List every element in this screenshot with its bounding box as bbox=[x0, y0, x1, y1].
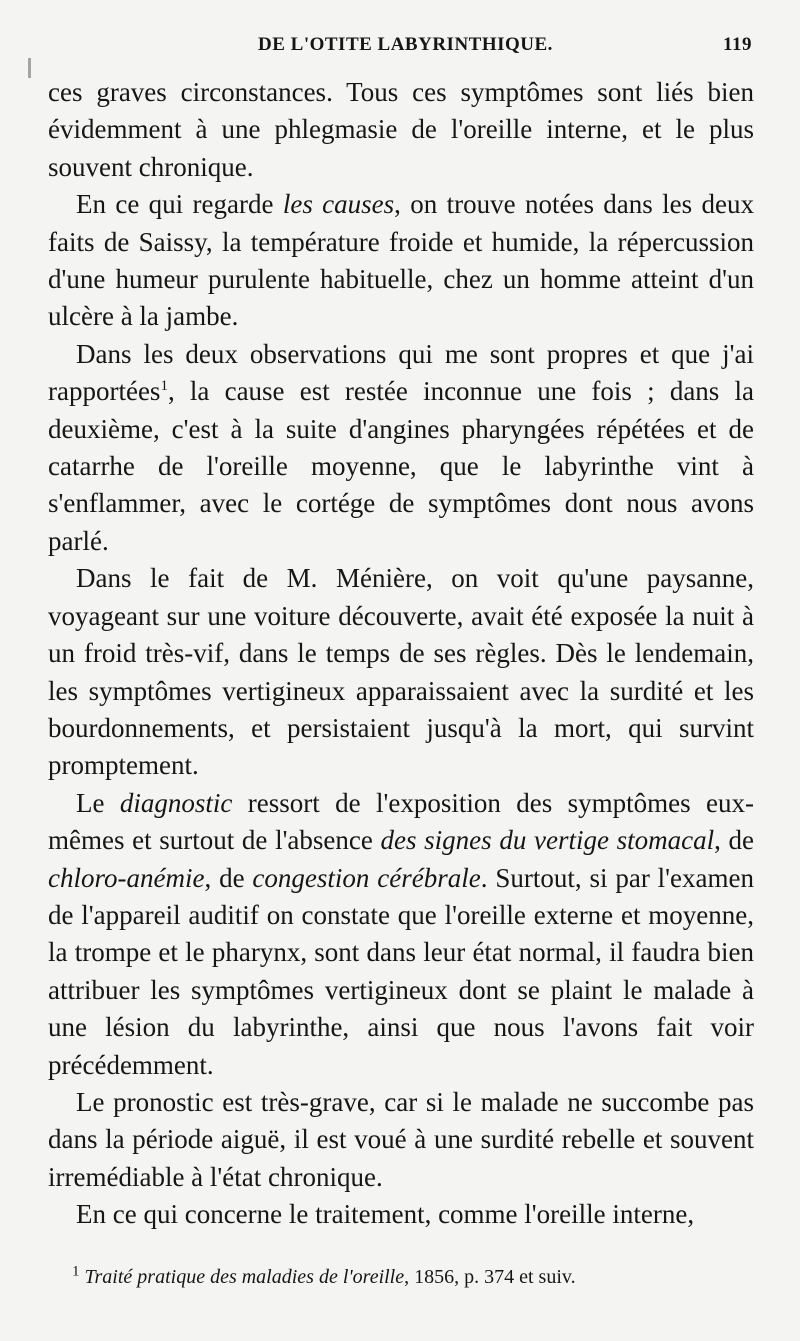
footnote-reference: 1 bbox=[160, 378, 168, 395]
text-run: , de bbox=[714, 825, 754, 856]
paragraph bbox=[48, 336, 754, 560]
paragraph: En ce qui concerne le traitement, comme l'oreille interne, bbox=[76, 1199, 695, 1230]
text-run: ressort de l'exposition des symptômes eux-mêmes et surtout de l'absence bbox=[48, 787, 754, 856]
text-run: En ce qui regarde bbox=[76, 189, 283, 220]
text-run: , de bbox=[204, 862, 253, 893]
text-run: Dans les deux observations qui me sont propres et que j'ai rapportées bbox=[48, 338, 754, 407]
paragraph: Le pronostic est très-grave, car si le malade ne succombe pas dans la période aiguë, il est voué à une surdité rebelle et souvent irremédiable à l'état chronique. bbox=[48, 1086, 754, 1192]
footnote-mark: 1 bbox=[72, 1263, 80, 1280]
italic-text: des signes du vertige stomacal bbox=[380, 825, 715, 856]
text-run: . Surtout, si par l'examen de l'appareil auditif on constate que l'oreille externe et moyenne, la trompe et le pharynx, sont dans leur état normal, il faudra bien attribuer les symptômes vertigineux dont se plaint le malade à une lésion du labyrinthe, ainsi que nous l'avons fait voir précédemment. bbox=[48, 862, 754, 1080]
running-header bbox=[0, 30, 800, 64]
chapter-title: DE L'OTITE LABYRINTHIQUE. bbox=[258, 34, 553, 55]
text-run: , on trouve notées dans les deux faits de Saissy, la température froide et humide, la répercussion d'une humeur purulente habituelle, chez un homme atteint d'un ulcère à la jambe. bbox=[48, 189, 754, 332]
footnote-text: , 1856, p. 374 et suiv. bbox=[404, 1266, 576, 1288]
text-run: , la cause est restée inconnue une fois ; dans la deuxième, c'est à la suite d'angines pharyngées répétées et de catarrhe de l'oreille moyenne, que le labyrinthe vint à s'enflammer, avec le cortége de symptômes dont nous avons parlé. bbox=[48, 376, 754, 556]
footnote-title: Traité pratique des maladies de l'oreille bbox=[84, 1266, 405, 1288]
paragraph bbox=[48, 186, 754, 336]
italic-text: chloro-anémie bbox=[48, 862, 205, 893]
paragraph: Dans le fait de M. Ménière, on voit qu'une paysanne, voyageant sur une voiture découverte, avait été exposée la nuit à un froid très-vif, dans le temps de ses règles. Dès le lendemain, les symptômes vertigineux apparaissaient avec la surdité et les bourdonnements, et persistaient jusqu'à la mort, qui survint promptement. bbox=[48, 563, 754, 781]
text-run: Le bbox=[76, 787, 120, 818]
italic-text: les causes bbox=[282, 189, 395, 220]
italic-text: congestion cérébrale bbox=[252, 862, 481, 893]
page-number: 119 bbox=[723, 34, 752, 55]
body-text bbox=[48, 74, 754, 1234]
paragraph bbox=[48, 785, 754, 1084]
footnote bbox=[72, 1264, 752, 1290]
paragraph: ces graves circonstances. Tous ces symptômes sont liés bien évidemment à une phlegmasie de l'oreille interne, et le plus souvent chronique. bbox=[48, 77, 754, 182]
italic-text: diagnostic bbox=[119, 787, 233, 818]
